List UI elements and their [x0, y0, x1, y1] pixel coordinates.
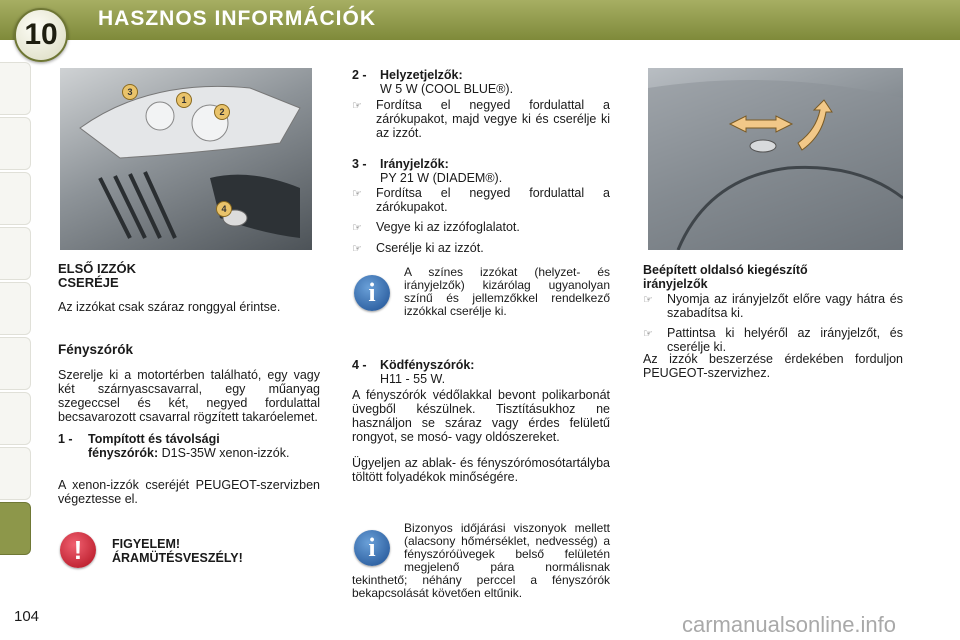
item-title: Helyzetjelzők: — [380, 68, 463, 82]
fender-illustration — [648, 68, 903, 250]
section-title-line2: CSERÉJE — [58, 275, 119, 290]
paragraph: Szerelje ki a motortérben található, egy vagy két szárnyascsavarral, egy műanyag szegeccsel és két, negyed fordulattal becsavarozott csavarral rögzített takaróelemet. — [58, 368, 320, 424]
bullet-list — [352, 180, 610, 256]
bullet-list — [352, 92, 610, 140]
info-note-wrap — [352, 522, 610, 600]
item-number: 3 - — [352, 157, 367, 171]
intro-text: Az izzókat csak száraz ronggyal érintse. — [58, 300, 281, 314]
item-number: 1 - — [58, 432, 73, 446]
chapter-tab[interactable] — [0, 447, 31, 500]
callout-badge: 3 — [122, 84, 138, 100]
info-icon: i — [354, 530, 390, 566]
chapter-tab[interactable] — [0, 227, 31, 280]
hand-pointer-icon: ☞ — [352, 188, 362, 200]
page-title: HASZNOS INFORMÁCIÓK — [98, 7, 376, 30]
chapter-tab[interactable] — [0, 62, 31, 115]
item-title: Irányjelzők: — [380, 157, 449, 171]
section-title: ELSŐ IZZÓK — [58, 261, 136, 276]
warning-subtitle: ÁRAMÜTÉSVESZÉLY! — [112, 551, 243, 565]
callout-badge: 4 — [216, 201, 232, 217]
page-number: 104 — [14, 608, 40, 625]
chapter-tab[interactable] — [0, 392, 31, 445]
item-title-line2: fényszórók: — [88, 446, 159, 460]
paragraph: A fényszórók védőlakkal bevont polikarbonát üvegből készülnek. Tisztításukhoz ne használjon se száraz vagy érdes felületű rongyot, se mosó- vagy oldószereket. — [352, 388, 610, 444]
hand-pointer-icon: ☞ — [352, 222, 362, 234]
hand-pointer-icon: ☞ — [643, 294, 653, 306]
chapter-tab[interactable] — [0, 282, 31, 335]
item-title: Ködfényszórók: — [380, 358, 475, 372]
hand-pointer-icon: ☞ — [643, 328, 653, 340]
chapter-tab[interactable] — [0, 117, 31, 170]
section-title-line2: irányjelzők — [643, 277, 708, 291]
hand-pointer-icon: ☞ — [352, 243, 362, 255]
item-number: 2 - — [352, 68, 367, 82]
item-spec: D1S-35W xenon-izzók. — [158, 446, 290, 460]
warning-icon: ! — [60, 532, 96, 568]
list-item: ☞ Pattintsa ki helyéről az irányjelzőt, és cserélje ki. — [643, 326, 903, 354]
info-note: Bizonyos időjárási viszonyok mellett (alacsony hőmérséklet, nedvesség) a fényszóróüvegek belső felületén megjelenő pára normálisnak tekinthető; néhány perccel a fényszórók bekapcsolását követően eltűnik. — [352, 521, 610, 600]
info-icon: i — [354, 275, 390, 311]
item-number: 4 - — [352, 358, 367, 372]
list-item: ☞ Nyomja az irányjelzőt előre vagy hátra és szabadítsa ki. — [643, 292, 903, 320]
side-indicator-photo — [648, 68, 903, 250]
paragraph: A xenon-izzók cseréjét PEUGEOT-szervizben végeztesse el. — [58, 478, 320, 506]
item-value — [88, 446, 323, 460]
list-item: ☞ Cserélje ki az izzót. — [352, 241, 484, 255]
subsection-title: Fényszórók — [58, 342, 134, 357]
float-spacer — [352, 522, 404, 574]
watermark: carmanualsonline.info — [682, 612, 897, 637]
callout-badge: 2 — [214, 104, 230, 120]
chapter-tab[interactable] — [0, 172, 31, 225]
item-spec: W 5 W (COOL BLUE®). — [380, 82, 514, 96]
list-item: ☞ Fordítsa el negyed fordulattal a zárókupakot. — [352, 186, 610, 214]
paragraph: Ügyeljen az ablak- és fényszórómosótartályba töltött folyadékok minőségére. — [352, 456, 610, 484]
list-item: ☞ Vegye ki az izzófoglalatot. — [352, 220, 520, 234]
bullet-list — [643, 286, 903, 354]
item-spec: PY 21 W (DIADEM®). — [380, 171, 503, 185]
chapter-number-badge: 10 — [14, 8, 68, 62]
section-title: Beépített oldalsó kiegészítő — [643, 263, 808, 277]
info-note: A színes izzókat (helyzet- és irányjelzők) kizárólag ugyanolyan színű és jellemzőkkel rendelkező izzókkal cserélje ki. — [404, 265, 610, 318]
item-title: Tompított és távolsági — [88, 432, 220, 446]
hand-pointer-icon: ☞ — [352, 100, 362, 112]
callout-badge: 1 — [176, 92, 192, 108]
paragraph: Az izzók beszerzése érdekében forduljon PEUGEOT-szervizhez. — [643, 352, 903, 380]
warning-title: FIGYELEM! — [112, 537, 181, 551]
chapter-tab[interactable] — [0, 337, 31, 390]
headlamp-photo — [60, 68, 312, 250]
chapter-tab-active[interactable] — [0, 502, 31, 555]
item-spec: H11 - 55 W. — [380, 372, 446, 386]
list-item: ☞ Fordítsa el negyed fordulattal a zárókupakot, majd vegye ki és cserélje ki az izzót. — [352, 98, 610, 140]
chapter-tabs — [0, 62, 32, 557]
